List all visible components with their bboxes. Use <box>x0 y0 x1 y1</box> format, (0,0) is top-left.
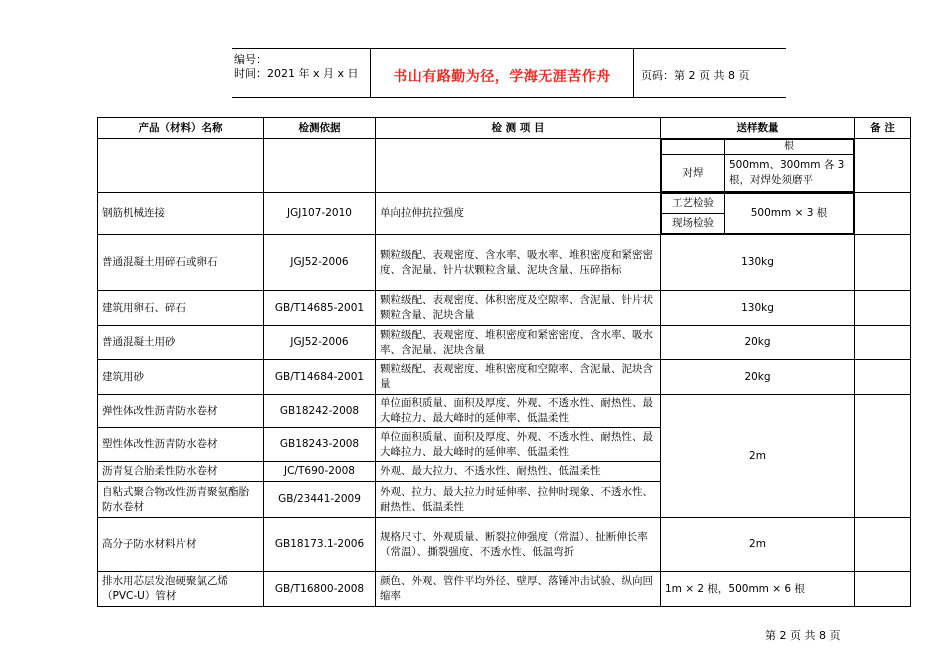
items-cell: 颜色、外观、管件平均外径、壁厚、落锤冲击试验、纵向回缩率 <box>376 572 661 607</box>
basis-cell: GB/T14685-2001 <box>264 291 376 326</box>
basis-cell: GB/23441-2009 <box>264 482 376 518</box>
items-cell: 外观、最大拉力、不透水性、耐热性、低温柔性 <box>376 462 661 482</box>
col-header-remarks: 备 注 <box>855 118 911 139</box>
serial-label: 编号： <box>234 53 267 66</box>
items-cell: 单位面积质量、面积及厚度、外观、不透水性、耐热性、最大峰拉力、最大峰时的延伸率、低温柔性 <box>376 395 661 428</box>
table-row <box>98 291 911 326</box>
table-row <box>98 326 911 360</box>
basis-cell: GB18243-2008 <box>264 428 376 462</box>
page-number-label: 页码：第 2 页 共 8 页 <box>641 69 750 82</box>
product-name-cell: 自粘式聚合物改性沥青聚氨酯胎防水卷材 <box>98 482 264 518</box>
sub-label-process: 工艺检验 <box>662 194 725 214</box>
qty-cell: 1m × 2 根，500mm × 6 根 <box>661 572 855 607</box>
table-row <box>98 518 911 572</box>
table-row <box>98 193 911 235</box>
product-name-cell: 钢筋机械连接 <box>98 193 264 235</box>
qty-cell: 130kg <box>661 291 855 326</box>
basis-cell: JC/T690-2008 <box>264 462 376 482</box>
qty-cell: 20kg <box>661 360 855 395</box>
basis-cell: GB/T16800-2008 <box>264 572 376 607</box>
col-header-basis: 检测依据 <box>264 118 376 139</box>
items-cell: 外观、拉力、最大拉力时延伸率、拉伸时现象、不透水性、耐热性、低温柔性 <box>376 482 661 518</box>
product-name-cell: 沥青复合胎柔性防水卷材 <box>98 462 264 482</box>
table-row <box>98 235 911 291</box>
qty-top-text: 根 <box>725 140 854 155</box>
product-name-cell: 弹性体改性沥青防水卷材 <box>98 395 264 428</box>
motto-text: 书山有路勤为径，学海无涯苦作舟 <box>393 69 611 85</box>
table-header-row <box>98 118 911 139</box>
basis-cell: GB/T14684-2001 <box>264 360 376 395</box>
table-row <box>98 572 911 607</box>
qty-cell: 20kg <box>661 326 855 360</box>
items-cell: 规格尺寸、外观质量、断裂拉伸强度（常温）、扯断伸长率（常温）、撕裂强度、不透水性、低温弯折 <box>376 518 661 572</box>
qty-cell-merged: 2m <box>661 395 855 518</box>
qty-cell: 500mm、300mm 各 3 根，对焊处须磨平 <box>725 155 854 192</box>
product-name-cell: 普通混凝土用碎石或卵石 <box>98 235 264 291</box>
product-name-cell: 建筑用砂 <box>98 360 264 395</box>
header-page-cell <box>634 49 786 97</box>
items-cell: 颗粒级配、表观密度、体积密度及空隙率、含泥量、针片状颗粒含量、泥块含量 <box>376 291 661 326</box>
qty-cell: 500mm × 3 根 <box>725 194 854 234</box>
time-label: 时间：2021 年 x 月 x 日 <box>234 67 359 80</box>
table-row <box>98 139 911 193</box>
product-name-cell: 排水用芯层发泡硬聚氯乙烯（PVC-U）管材 <box>98 572 264 607</box>
sub-label-weld: 对焊 <box>662 155 725 192</box>
product-name-cell: 建筑用卵石、碎石 <box>98 291 264 326</box>
basis-cell: JGJ52-2006 <box>264 326 376 360</box>
page-header <box>232 48 786 98</box>
items-cell: 颗粒级配、表观密度、含水率、吸水率、堆积密度和紧密密度、含泥量、针片状颗粒含量、泥块含量、压碎指标 <box>376 235 661 291</box>
page-footer: 第 2 页 共 8 页 <box>765 629 841 642</box>
items-cell: 单向拉伸抗拉强度 <box>376 193 661 235</box>
basis-cell: GB18173.1-2006 <box>264 518 376 572</box>
header-motto-cell <box>371 49 634 97</box>
col-header-name: 产品（材料）名称 <box>98 118 264 139</box>
header-info-cell <box>232 49 371 97</box>
qty-cell: 130kg <box>661 235 855 291</box>
col-header-quantity: 送样数量 <box>661 118 855 139</box>
product-name-cell: 塑性体改性沥青防水卷材 <box>98 428 264 462</box>
product-name-cell: 高分子防水材料片材 <box>98 518 264 572</box>
basis-cell: JGJ107-2010 <box>264 193 376 235</box>
sub-label-site: 现场检验 <box>662 214 725 234</box>
col-header-items: 检 测 项 目 <box>376 118 661 139</box>
basis-cell: JGJ52-2006 <box>264 235 376 291</box>
test-items-table <box>97 117 911 607</box>
items-cell: 颗粒级配、表观密度、堆积密度和空隙率、含泥量、泥块含量 <box>376 360 661 395</box>
table-row <box>98 395 911 428</box>
product-name-cell: 普通混凝土用砂 <box>98 326 264 360</box>
qty-cell: 2m <box>661 518 855 572</box>
items-cell: 颗粒级配、表观密度、堆积密度和紧密密度、含水率、吸水率、含泥量、泥块含量 <box>376 326 661 360</box>
basis-cell: GB18242-2008 <box>264 395 376 428</box>
table-row <box>98 360 911 395</box>
items-cell: 单位面积质量、面积及厚度、外观、不透水性、耐热性、最大峰拉力、最大峰时的延伸率、低温柔性 <box>376 428 661 462</box>
